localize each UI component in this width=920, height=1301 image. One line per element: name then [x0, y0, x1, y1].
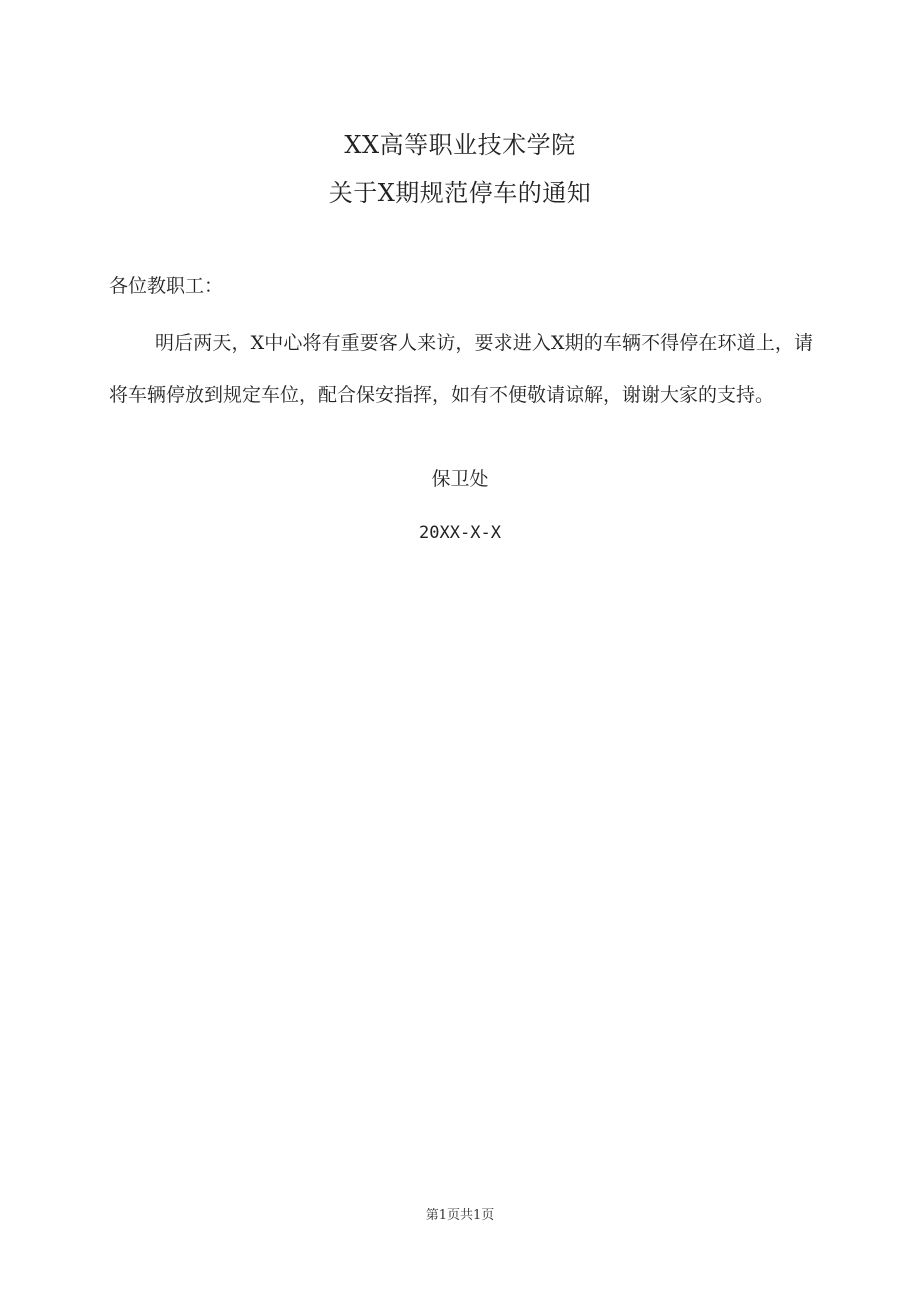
salutation: 各位教职工： [109, 275, 224, 297]
notice-body: 明后两天，X中心将有重要客人来访，要求进入X期的车辆不得停在环道上，请将车辆停放到规定车位，配合保安指挥，如有不便敬请谅解，谢谢大家的支持。 [109, 332, 813, 406]
signature: 保卫处 [431, 468, 489, 490]
notice-date: 20XX-X-X [419, 523, 501, 543]
document-title-line1: XX高等职业技术学院 [344, 131, 576, 159]
document-title-line2: 关于X期规范停车的通知 [328, 179, 592, 207]
page-footer: 第1页共1页 [425, 1208, 495, 1223]
